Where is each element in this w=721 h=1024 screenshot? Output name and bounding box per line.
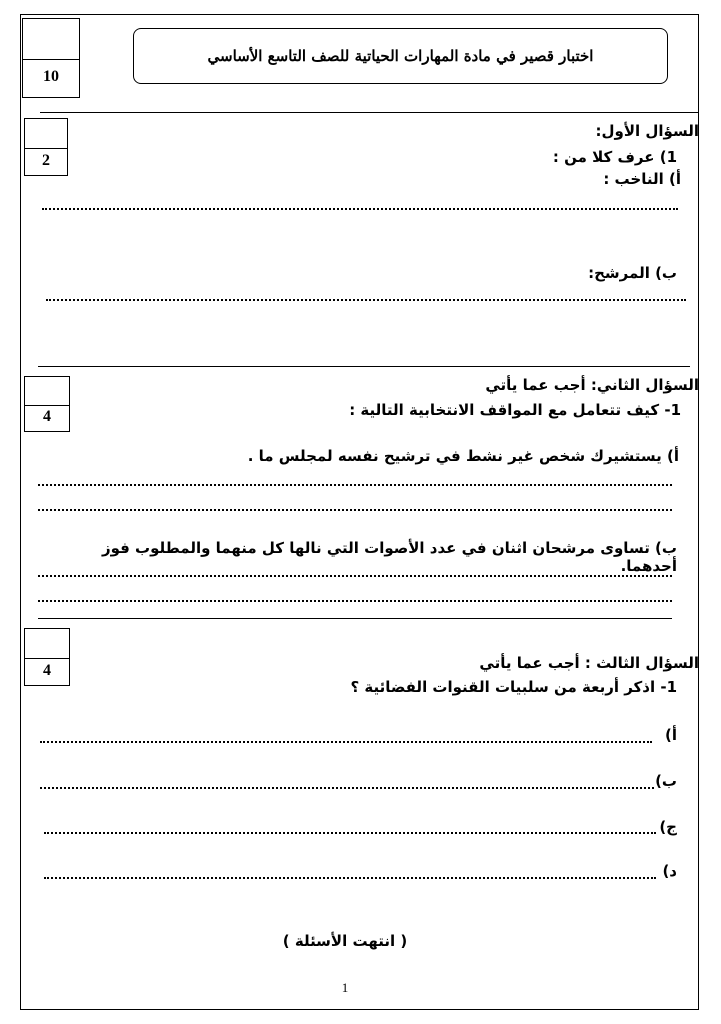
header-divider: [40, 112, 698, 113]
q2-divider: [38, 618, 672, 619]
end-of-questions: ( انتهت الأسئلة ): [282, 932, 408, 950]
q2-b-text: ب) تساوى مرشحان اثنان في عدد الأصوات التي نالها كل منهما والمطلوب فوز أحدهما.: [101, 539, 677, 575]
total-score-box: [22, 18, 80, 98]
total-score: 10: [43, 68, 59, 85]
q1-item1: 1) عرف كلا من :: [552, 148, 677, 166]
q1-a-answer-line: [42, 208, 678, 210]
q2-heading: السؤال الثاني: أجب عما يأتي: [485, 376, 699, 394]
q2-a-answer-line-1: [38, 484, 672, 486]
q1-score-box: [24, 118, 68, 176]
q2-score: 4: [43, 408, 51, 425]
q2-a-answer-line-2: [38, 509, 672, 511]
page-title: اختبار قصير في مادة المهارات الحياتية للصف التاسع الأساسي: [207, 47, 594, 65]
q3-heading: السؤال الثالث : أجب عما يأتي: [479, 654, 699, 672]
q2-a-text: أ) يستشيرك شخص غير نشط في ترشيح نفسه لمجلس ما .: [247, 447, 679, 465]
q3-a-label: أ): [665, 726, 677, 744]
q3-d-answer-line: [44, 877, 656, 879]
q3-item1: 1- اذكر أربعة من سلبيات القنوات الفضائية ؟: [350, 678, 677, 696]
q1-heading: السؤال الأول:: [595, 122, 699, 140]
q2-b-answer-line-2: [38, 600, 672, 602]
q2-score-box: [24, 376, 70, 432]
q3-c-label: ج): [659, 818, 677, 836]
title-box: [133, 28, 668, 84]
q1-a-label: أ) الناخب :: [603, 170, 681, 188]
q1-divider: [38, 366, 690, 367]
q1-score: 2: [42, 152, 50, 169]
q2-b-answer-line-1: [38, 575, 672, 577]
q1-b-label: ب) المرشح:: [588, 264, 677, 282]
q3-b-label: ب): [655, 772, 677, 790]
page-number: 1: [341, 980, 349, 995]
q2-item1: 1- كيف تتعامل مع المواقف الانتخابية التالية :: [349, 401, 681, 419]
q3-d-label: د): [662, 862, 677, 880]
q3-c-answer-line: [44, 832, 656, 834]
q3-b-answer-line: [40, 787, 654, 789]
q3-score-box: [24, 628, 70, 686]
q1-b-answer-line: [46, 299, 686, 301]
q3-a-answer-line: [40, 741, 652, 743]
q3-score: 4: [43, 662, 51, 679]
